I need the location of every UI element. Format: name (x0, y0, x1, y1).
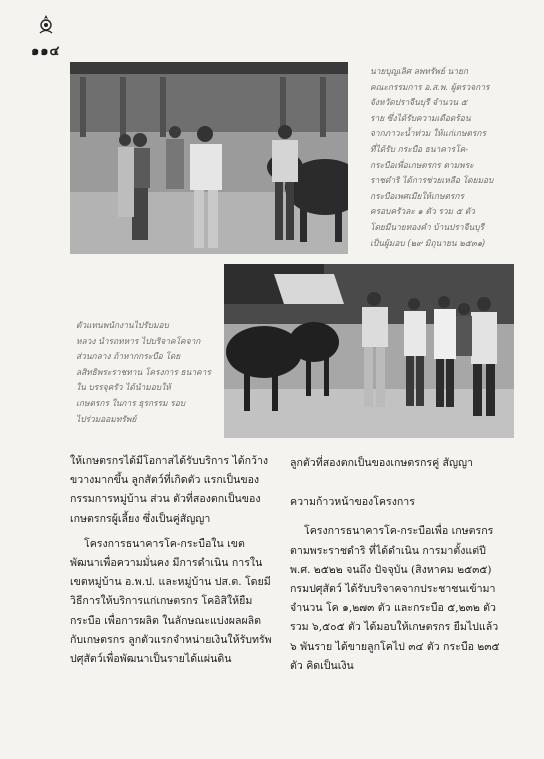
caption-line: เป็นผู้มอบ (๒๙ มิถุนายน ๒๕๓๑) (370, 237, 486, 248)
caption-line: จังหวัดปราจีนบุรี จำนวน ๕ (370, 97, 468, 108)
left-column (70, 452, 272, 669)
right-column (290, 454, 502, 676)
caption-line: ใน บรรจุครัว ได้นำมอบให้ (76, 382, 171, 393)
caption-line: โดยมีนายทองคำ บ้านปราจีนบุรี (370, 221, 485, 232)
section-heading: ความก้าวหน้าของโครงการ (290, 496, 415, 509)
caption-line: ที่ได้รับ กระบือ ธนาคารโค- (370, 143, 469, 154)
body-paragraph: ให้เกษตรกรได้มีโอกาสได้รับบริการ ได้กว้างขวางมากขึ้น ลูกสัตว์ที่เกิดตัว แรกเป็นของกรรมการหมู่บ้าน ส่วน ตัวที่สองตกเป็นของเกษตรกรผู้เลี้ยง ซึ่งเป็นคู่สัญญา (70, 455, 269, 525)
body-paragraph: โครงการธนาคารโค-กระบือเพื่อ เกษตรกรตามพระราชดำริ ที่ได้ดำเนิน การมาตั้งแต่ปี พ.ศ. ๒๕๒๒ จนถึง ปัจจุบัน (สิงหาคม ๒๕๓๕) กรมปศุสัตว์ ได้รับบริจาคจากประชาชนเข้ามาจำนวน โค ๑,๒๗๓ ตัว และกระบือ ๕,๒๓๒ ตัว รวม ๖,๕๐๕ ตัว ได้มอบให้เกษตรกร ยืมไปแล้ว ๖ พันราย ได้ขายลูกโคไป ๓๔ ตัว กระบือ ๒๓๕ ตัว คิดเป็นเงิน (290, 525, 500, 672)
caption-line: เกษตรกร ในการ ธุรกรรม รอบ (76, 397, 186, 408)
caption-line: ตัวแทนพนักงานไปรับมอบ (76, 320, 169, 330)
photo-officials-cattle (224, 264, 514, 438)
caption-line: กระบือเพื่อเกษตรกร ตามพระ (370, 159, 474, 170)
caption-line: จากภาวะน้ำท่วม ให้แก่เกษตรกร (370, 128, 486, 139)
figure-caption (76, 318, 214, 427)
caption-line: ส่วนกลาง ถ้าหากกระบือ โดย (76, 351, 181, 362)
caption-line: ไปร่วมออมทรัพย์ (76, 413, 137, 424)
caption-line: กระบือเพศเมียให้เกษตรกร (370, 190, 464, 201)
caption-line: คณะกรรมการ อ.ส.พ. ผู้ตรวจการ (370, 81, 490, 92)
figure-caption (370, 64, 504, 251)
page-number: ๑๑๔ (31, 44, 61, 59)
caption-line: ครอบครัวละ ๑ ตัว รวม ๕ ตัว (370, 206, 475, 217)
body-paragraph: ลูกตัวที่สองตกเป็นของเกษตรกรคู่ สัญญา (290, 457, 473, 469)
caption-line: ราย ซึ่งได้รับความเดือดร้อน (370, 112, 471, 123)
caption-line: หลวง นำรถทหาร ไปบริจาคโคจาก (76, 335, 201, 346)
caption-line: ราชดำริ ได้การช่วยเหลือ โดยมอบ (370, 175, 494, 186)
body-paragraph: โครงการธนาคารโค-กระบือใน เขตพัฒนาเพื่อความมั่นคง มีการดำเนิน การในเขตหมู่บ้าน อ.พ.ป. และหมู่บ้าน ปส.ต. โดยมีวิธีการให้บริการแก่เกษตรกร โคอิสิให้ยืม กระบือ เพื่อการผลิต ในลักษณะแบ่งผลผลิตกับเกษตรกร ลูกตัวแรกจำหน่ายเงินให้รับทรัพ ปศุสัตว์เพื่อพัฒนาเป็นรายได้แผ่นดิน (70, 537, 272, 666)
caption-line: นายบุญเลิศ ลพทรัพย์ นายก (370, 66, 468, 76)
photo-villagers-buffalo (70, 62, 348, 254)
emblem-icon (38, 14, 54, 36)
caption-line: ลสิทธิพระราชทาน โครงการ ธนาคาร (76, 366, 211, 377)
